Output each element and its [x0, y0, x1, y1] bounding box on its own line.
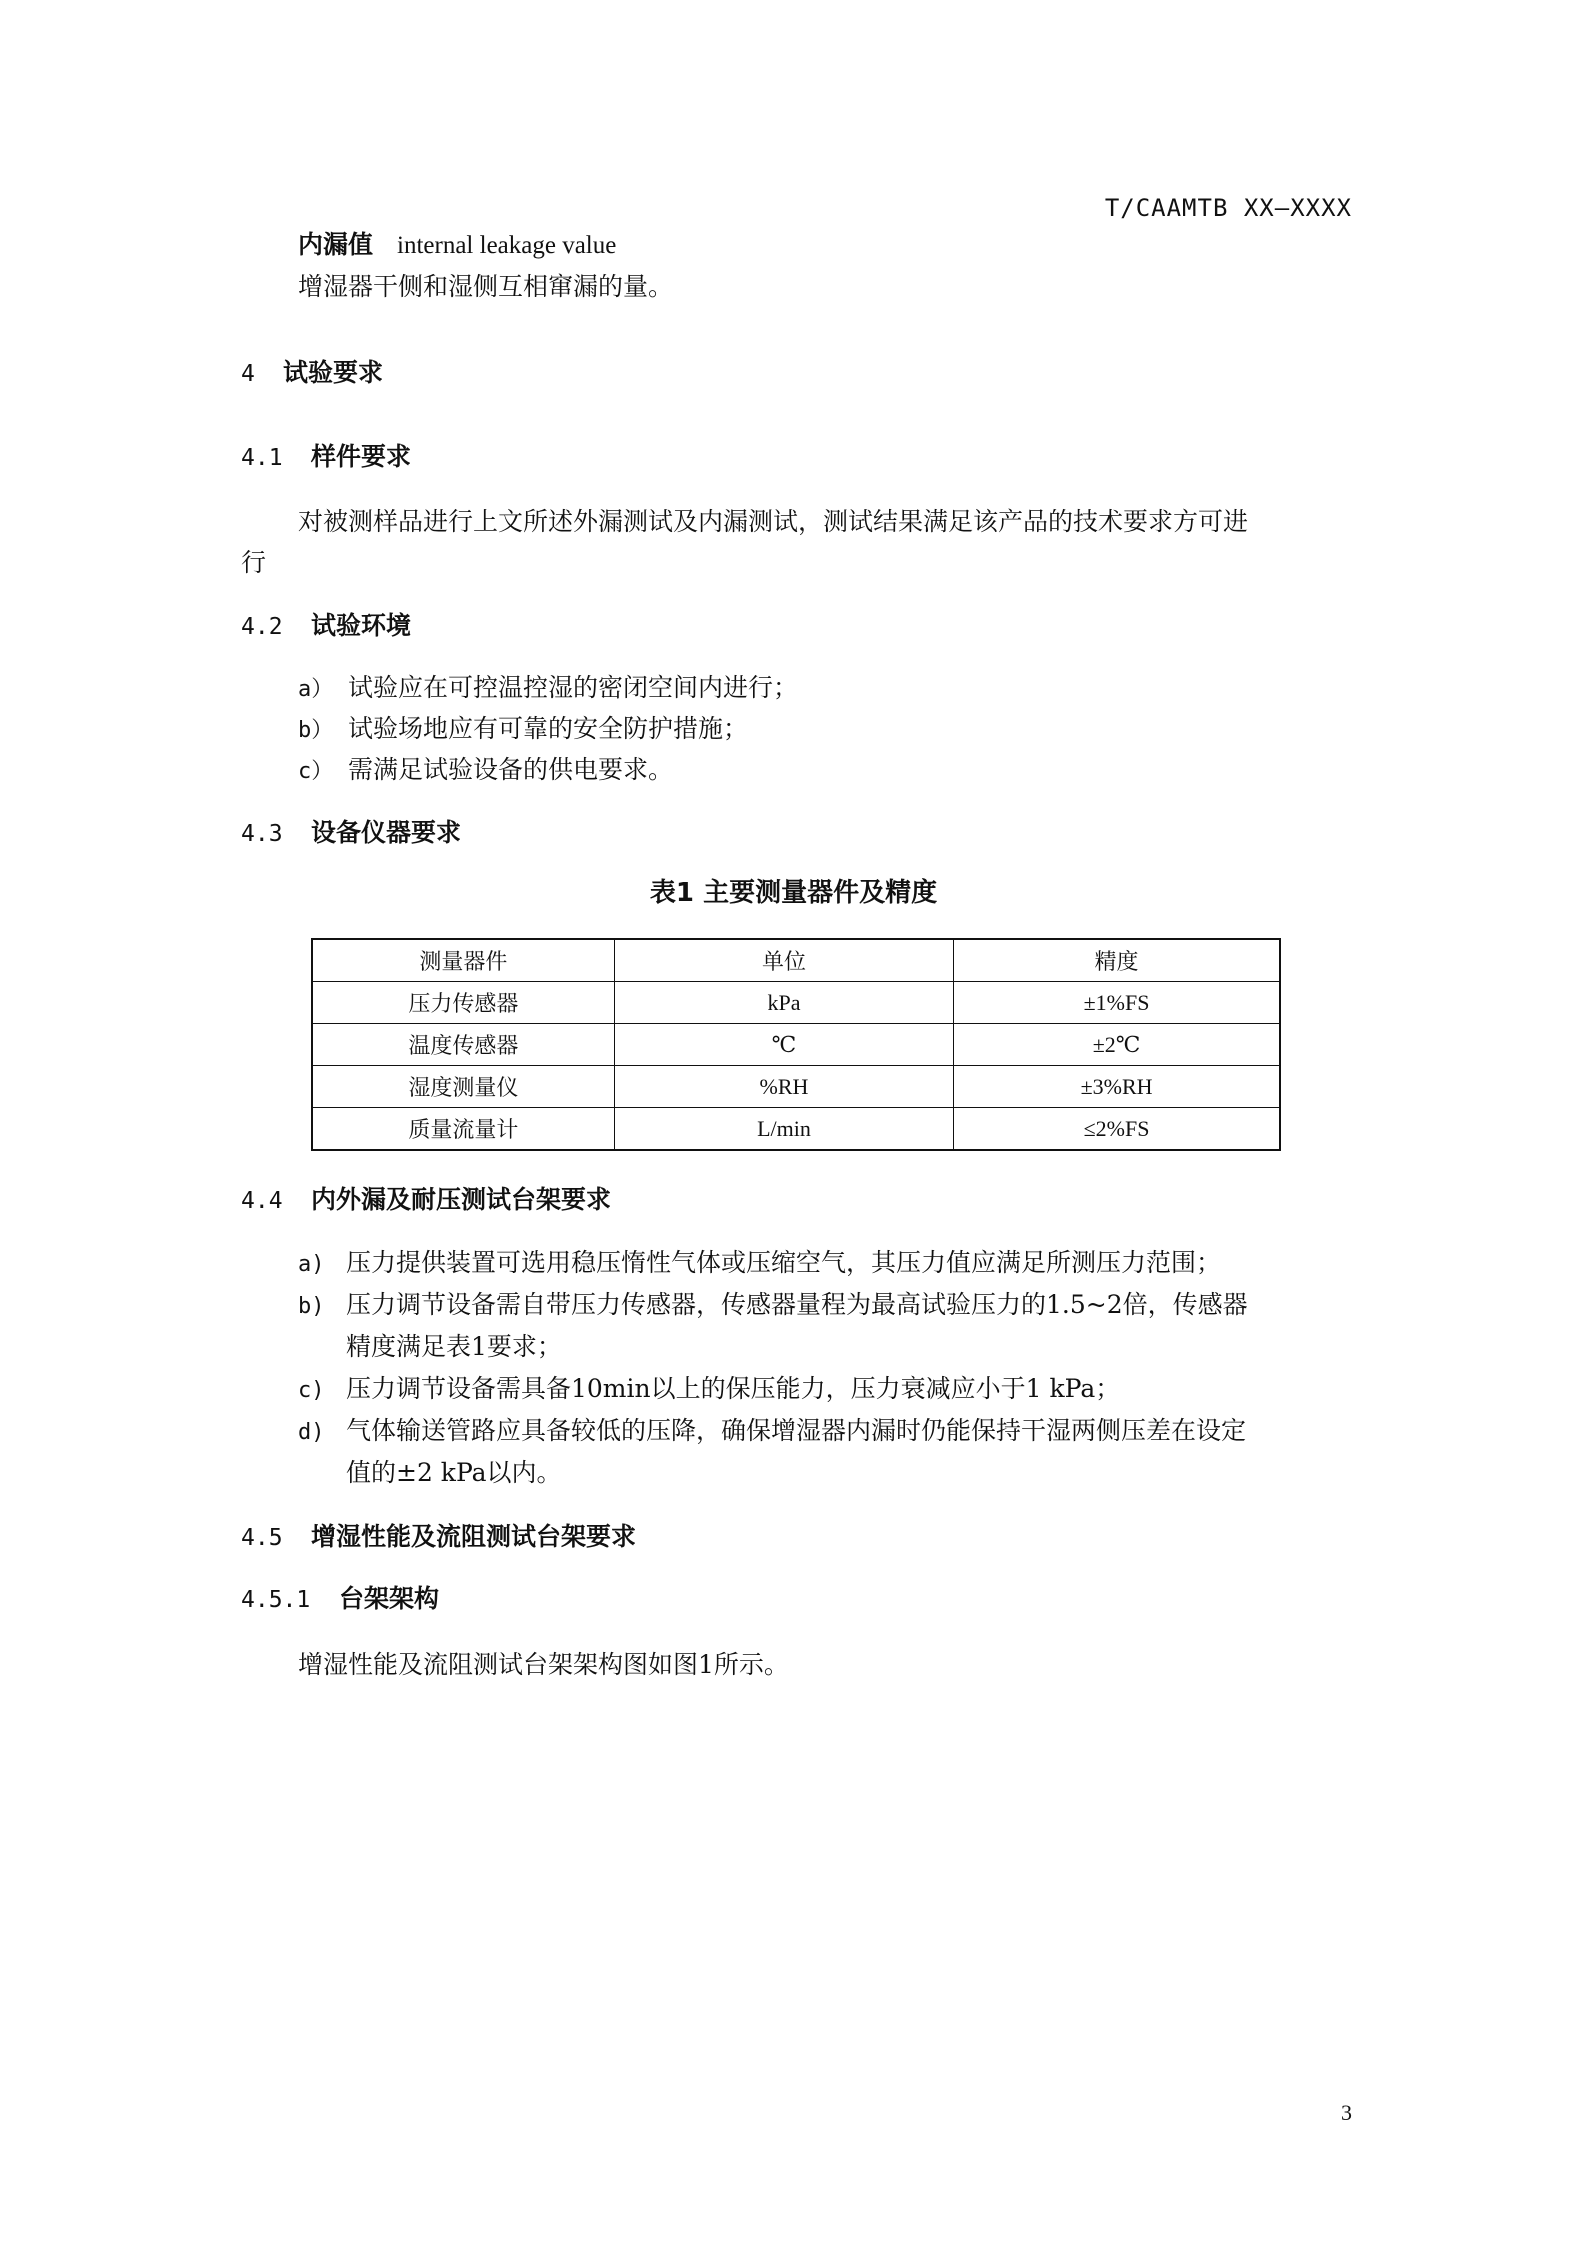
list-marker: b)	[298, 1294, 325, 1319]
section-4-4-item-a	[298, 1246, 1221, 1282]
list-text: 试验场地应有可靠的安全防护措施；	[348, 714, 749, 743]
section-4-2-item-a	[298, 671, 798, 707]
list-marker: c)	[298, 1378, 325, 1403]
table-header-cell: 测量器件	[312, 939, 614, 982]
section-4-5-1-paragraph: 增湿性能及流阻测试台架架构图如图1所示。	[298, 1650, 789, 1679]
table-cell: 温度传感器	[312, 1024, 614, 1066]
table-cell: 湿度测量仪	[312, 1066, 614, 1108]
section-number: 4.3	[241, 821, 283, 847]
table-header-cell: 单位	[614, 939, 953, 982]
table-row	[312, 1066, 1280, 1108]
section-title: 试验环境	[311, 611, 412, 640]
term-definition: 增湿器干侧和湿侧互相窜漏的量。	[298, 272, 674, 301]
list-marker: d)	[298, 1420, 325, 1445]
section-number: 4.4	[241, 1188, 283, 1214]
list-text: 需满足试验设备的供电要求。	[348, 755, 674, 784]
table-row	[312, 1108, 1280, 1151]
section-number: 4	[241, 361, 255, 387]
table-row	[312, 982, 1280, 1024]
section-title: 台架架构	[339, 1584, 440, 1613]
table-cell: 压力传感器	[312, 982, 614, 1024]
table-caption: 表1 主要测量器件及精度	[649, 878, 938, 908]
section-4-4-item-b	[298, 1288, 1248, 1324]
section-number: 4.1	[241, 445, 283, 471]
list-text: 试验应在可控温控湿的密闭空间内进行；	[348, 673, 799, 702]
section-number: 4.5	[241, 1525, 283, 1551]
list-text: 压力调节设备需自带压力传感器，传感器量程为最高试验压力的1.5~2倍，传感器	[346, 1290, 1248, 1319]
section-number: 4.5.1	[241, 1587, 311, 1613]
table-cell: ≤2%FS	[954, 1108, 1280, 1151]
list-marker: a）	[298, 677, 334, 702]
list-text: 压力调节设备需具备10min以上的保压能力，压力衰减应小于1 kPa；	[346, 1374, 1121, 1403]
table-cell: ±2℃	[954, 1024, 1280, 1066]
table-header-row	[312, 939, 1280, 982]
section-4-2-item-b	[298, 712, 748, 748]
list-marker: b）	[298, 718, 334, 743]
section-4-2-heading	[241, 609, 411, 644]
page-number: 3	[1341, 2100, 1352, 2125]
section-title: 试验要求	[283, 358, 384, 387]
table-cell: kPa	[614, 982, 953, 1024]
term-entry	[298, 228, 616, 263]
term-en: internal leakage value	[397, 232, 617, 259]
measurement-table	[311, 938, 1281, 1151]
section-4-5-heading	[241, 1520, 636, 1555]
section-title: 设备仪器要求	[311, 818, 462, 847]
list-marker: a)	[298, 1252, 325, 1277]
section-4-2-item-c	[298, 753, 673, 789]
list-text: 气体输送管路应具备较低的压降，确保增湿器内漏时仍能保持干湿两侧压差在设定	[346, 1416, 1247, 1445]
table-cell: %RH	[614, 1066, 953, 1108]
section-4-4-item-d	[298, 1414, 1246, 1450]
table-cell: ℃	[614, 1024, 953, 1066]
table-cell: ±3%RH	[954, 1066, 1280, 1108]
section-4-4-item-c	[298, 1372, 1120, 1408]
section-4-1-paragraph-line2: 行	[241, 548, 267, 577]
section-4-5-1-heading	[241, 1582, 439, 1617]
section-title: 样件要求	[311, 442, 412, 471]
section-4-4-item-b-continuation: 精度满足表1要求；	[346, 1332, 562, 1361]
table-cell: L/min	[614, 1108, 953, 1151]
section-4-heading	[241, 356, 383, 391]
table-cell: ±1%FS	[954, 982, 1280, 1024]
document-code: T/CAAMTB XX—XXXX	[1104, 194, 1352, 222]
section-title: 增湿性能及流阻测试台架要求	[311, 1522, 637, 1551]
section-4-3-heading	[241, 816, 461, 851]
list-marker: c）	[298, 759, 334, 784]
section-4-1-heading	[241, 440, 411, 475]
table-header-cell: 精度	[954, 939, 1280, 982]
list-text: 压力提供装置可选用稳压惰性气体或压缩空气，其压力值应满足所测压力范围；	[346, 1248, 1222, 1277]
section-number: 4.2	[241, 614, 283, 640]
section-4-4-heading	[241, 1183, 611, 1218]
section-4-4-item-d-continuation: 值的±2 kPa以内。	[346, 1458, 562, 1487]
term-zh: 内漏值	[298, 230, 374, 259]
table-cell: 质量流量计	[312, 1108, 614, 1151]
section-4-1-paragraph-line1: 对被测样品进行上文所述外漏测试及内漏测试，测试结果满足该产品的技术要求方可进	[298, 507, 1249, 536]
section-title: 内外漏及耐压测试台架要求	[311, 1185, 612, 1214]
table-row	[312, 1024, 1280, 1066]
